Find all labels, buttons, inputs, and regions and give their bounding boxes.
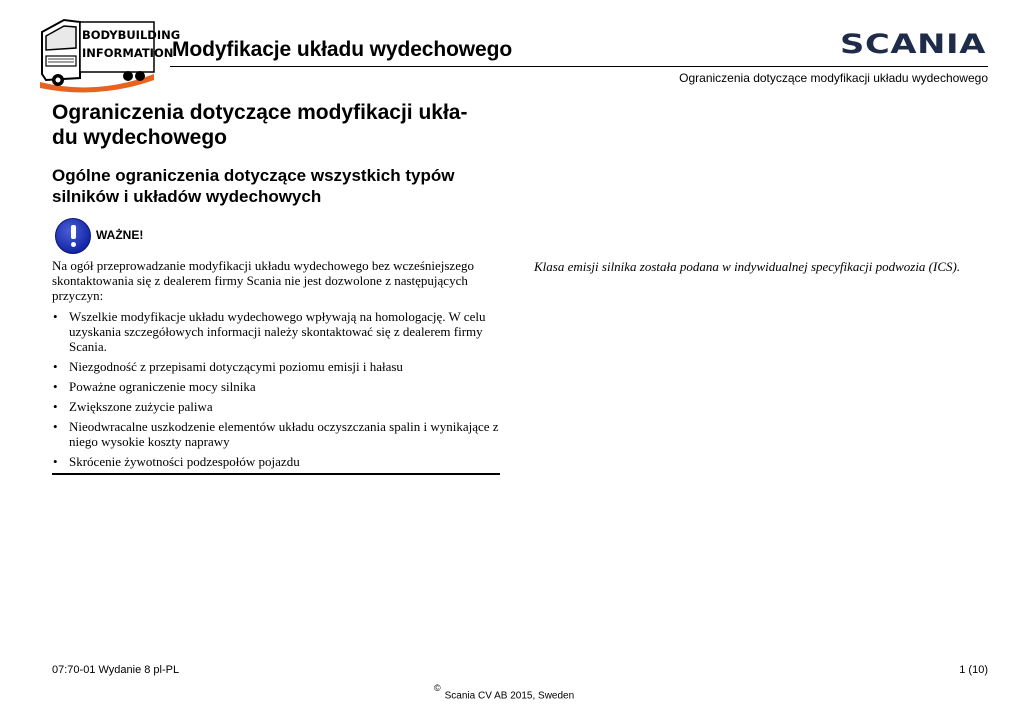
sub-heading-line2: silników i układów wydechowych bbox=[52, 187, 322, 206]
bodybuilding-truck-icon bbox=[36, 14, 181, 90]
list-item: • Poważne ograniczenie mocy silnika bbox=[52, 379, 502, 394]
list-item: • Wszelkie modyfikacje układu wydechowego wpływają na homologację. W celu uzyskania szczegółowych informacji należy skontaktować się z dealerem firmy Scania. bbox=[52, 309, 502, 354]
header-divider bbox=[170, 66, 988, 67]
list-item: • Nieodwracalne uszkodzenie elementów układu oczyszczania spalin i wynikające z niego wysokie koszty naprawy bbox=[52, 419, 502, 449]
page-title: Modyfikacje układu wydechowego bbox=[172, 38, 513, 61]
brand-wordmark: SCANIA bbox=[840, 29, 986, 60]
reasons-list bbox=[52, 309, 502, 469]
badge-line2: INFORMATION bbox=[82, 46, 174, 60]
side-note: Klasa emisji silnika została podana w indywidualnej specyfikacji podwozia (ICS). bbox=[534, 259, 961, 274]
section-reference: Ograniczenia dotyczące modyfikacji układu wydechowego bbox=[679, 71, 988, 85]
warning-end-divider bbox=[52, 473, 500, 475]
main-heading-line2: du wydechowego bbox=[52, 126, 228, 149]
list-item: • Skrócenie żywotności podzespołów pojazdu bbox=[52, 454, 502, 469]
document-id: 07:70-01 Wydanie 8 pl-PL bbox=[52, 664, 180, 676]
list-item: • Niezgodność z przepisami dotyczącymi poziomu emisji i hałasu bbox=[52, 359, 502, 374]
scania-logo bbox=[840, 29, 988, 60]
main-heading bbox=[52, 100, 502, 150]
warning-body bbox=[52, 258, 502, 474]
exclamation-icon bbox=[55, 218, 91, 254]
page-number: 1 (10) bbox=[959, 664, 988, 676]
main-heading-line1: Ograniczenia dotyczące modyfikacji ukła- bbox=[52, 101, 468, 124]
badge-line1: BODYBUILDING bbox=[82, 28, 181, 42]
copyright-symbol: © bbox=[434, 683, 441, 693]
sub-heading bbox=[52, 165, 502, 207]
warning-intro: Na ogół przeprowadzanie modyfikacji układu wydechowego bez wcześniejszego skontaktowania się z dealerem firmy Scania nie jest dozwolone z następujących przyczyn: bbox=[52, 258, 474, 303]
sub-heading-line1: Ogólne ograniczenia dotyczące wszystkich typów bbox=[52, 166, 455, 185]
warning-label: WAŻNE! bbox=[96, 228, 144, 242]
copyright bbox=[434, 683, 575, 702]
copyright-text: Scania CV AB 2015, Sweden bbox=[444, 690, 575, 702]
list-item: • Zwiększone zużycie paliwa bbox=[52, 399, 502, 414]
